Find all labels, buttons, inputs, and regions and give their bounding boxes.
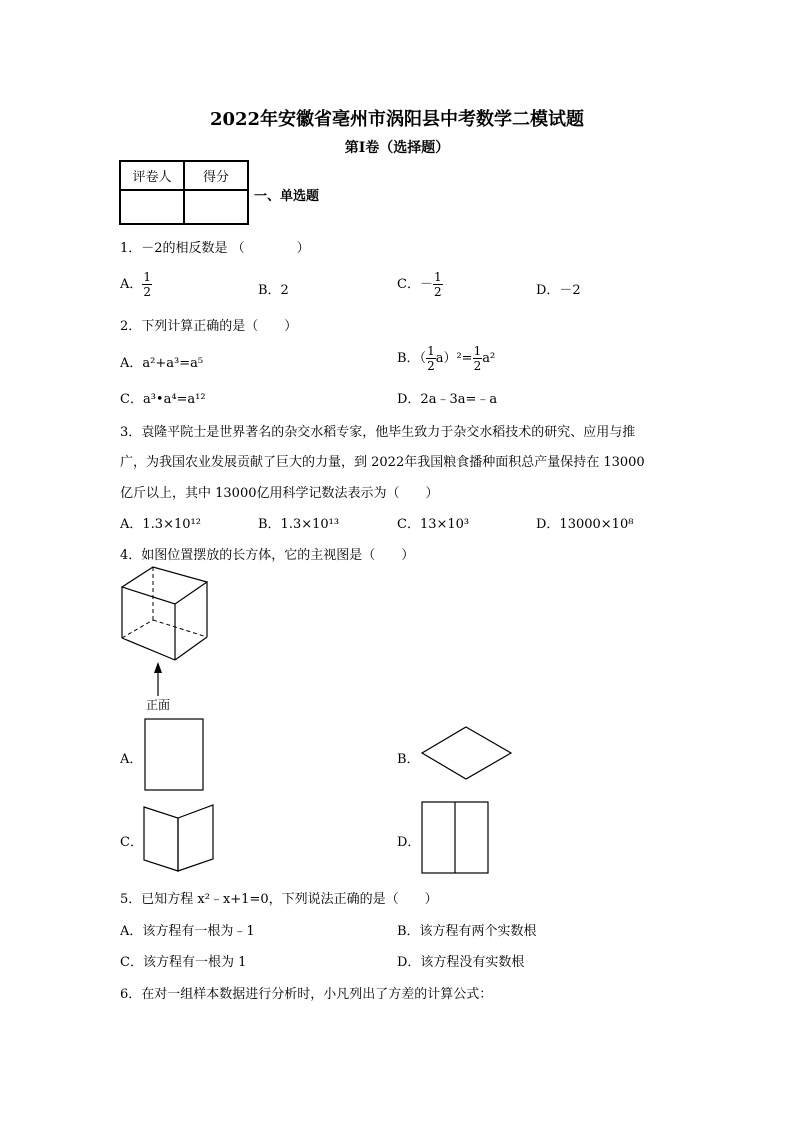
fraction-numerator: 1 [143,270,152,284]
fraction-numerator: 1 [427,344,435,358]
option-b-label: B．（ [397,351,427,366]
question-1-stem: 1．－2的相反数是 （ ） [120,241,310,256]
question-2-option-a: A．a²+a³=a⁵ [120,356,204,371]
score-table-reviewer-header: 评卷人 [120,161,184,190]
question-1-option-b: B．2 [258,283,289,298]
question-5-stem: 5．已知方程 x²﹣x+1=0，下列说法正确的是（ ） [120,892,438,907]
question-1-option-c [397,270,443,299]
question-5-option-a: A．该方程有一根为﹣1 [120,924,255,939]
question-2-option-c: C．a³•a⁴=a¹² [120,392,206,407]
score-table-reviewer-cell [120,190,184,224]
section-title: 一、单选题 [254,189,320,204]
question-5-option-b: B．该方程有两个实数根 [397,924,537,939]
question-3-line-1: 3．袁隆平院士是世界著名的杂交水稻专家，他毕生致力于杂交水稻技术的研究、应用与推 [120,425,636,440]
question-3-option-c: C．13×10³ [397,517,470,532]
question-2-stem: 2．下列计算正确的是（ ） [120,319,298,334]
option-b-end: a² [482,351,496,366]
option-a-label: A． [120,277,143,292]
question-4-option-a: A． [120,752,143,767]
fraction-numerator: 1 [433,270,442,284]
question-5-option-d: D．该方程没有实数根 [397,955,525,970]
fraction-denominator: 2 [473,359,482,373]
question-3-option-b: B．1.3×10¹³ [258,517,340,532]
fraction-denominator: 2 [433,285,442,299]
fraction-denominator: 2 [427,359,435,373]
fraction [142,270,152,299]
fraction-denominator: 2 [143,285,152,299]
question-3-line-3: 亿斤以上，其中 13000亿用科学记数法表示为（ ） [120,486,439,501]
option-a-rectangle-figure [144,718,206,792]
fraction [473,344,483,373]
question-4-stem: 4．如图位置摆放的长方体，它的主视图是（ ） [120,548,415,563]
question-2-option-b [397,344,495,373]
option-b-middle: a）²= [435,351,473,366]
fraction-numerator: 1 [473,344,482,358]
question-3-option-d: D．13000×10⁸ [536,517,634,532]
question-6-stem: 6．在对一组样本数据进行分析时，小凡列出了方差的计算公式： [120,987,493,1002]
question-3-option-a: A．1.3×10¹² [120,517,201,532]
exam-subtitle: 第I卷（选择题） [344,140,450,156]
question-4-option-c: C． [120,835,143,850]
question-4-option-d: D． [397,835,421,850]
option-c-label: C．－ [397,277,433,292]
question-4-option-b: B． [397,752,420,767]
score-table [119,160,249,225]
fraction [426,344,436,373]
option-c-folded-figure [142,803,216,873]
front-view-label: 正面 [146,698,171,712]
question-5-option-c: C．该方程有一根为 1 [120,955,247,970]
fraction [433,270,443,299]
question-3-line-2: 广，为我国农业发展贡献了巨大的力量，到 2022年我国粮食播种面积总产量保持在 13000 [120,455,645,470]
option-d-split-rectangle-figure [421,801,491,877]
score-table-score-header: 得分 [184,161,248,190]
option-b-rhombus-figure [420,725,514,783]
question-1-option-a [120,270,152,299]
question-2-option-d: D．2a﹣3a=﹣a [397,392,498,407]
cuboid-figure [115,565,215,715]
question-1-option-d: D．－2 [536,283,581,298]
score-table-score-cell [184,190,248,224]
exam-title: 2022年安徽省亳州市涡阳县中考数学二模试题 [209,109,585,130]
